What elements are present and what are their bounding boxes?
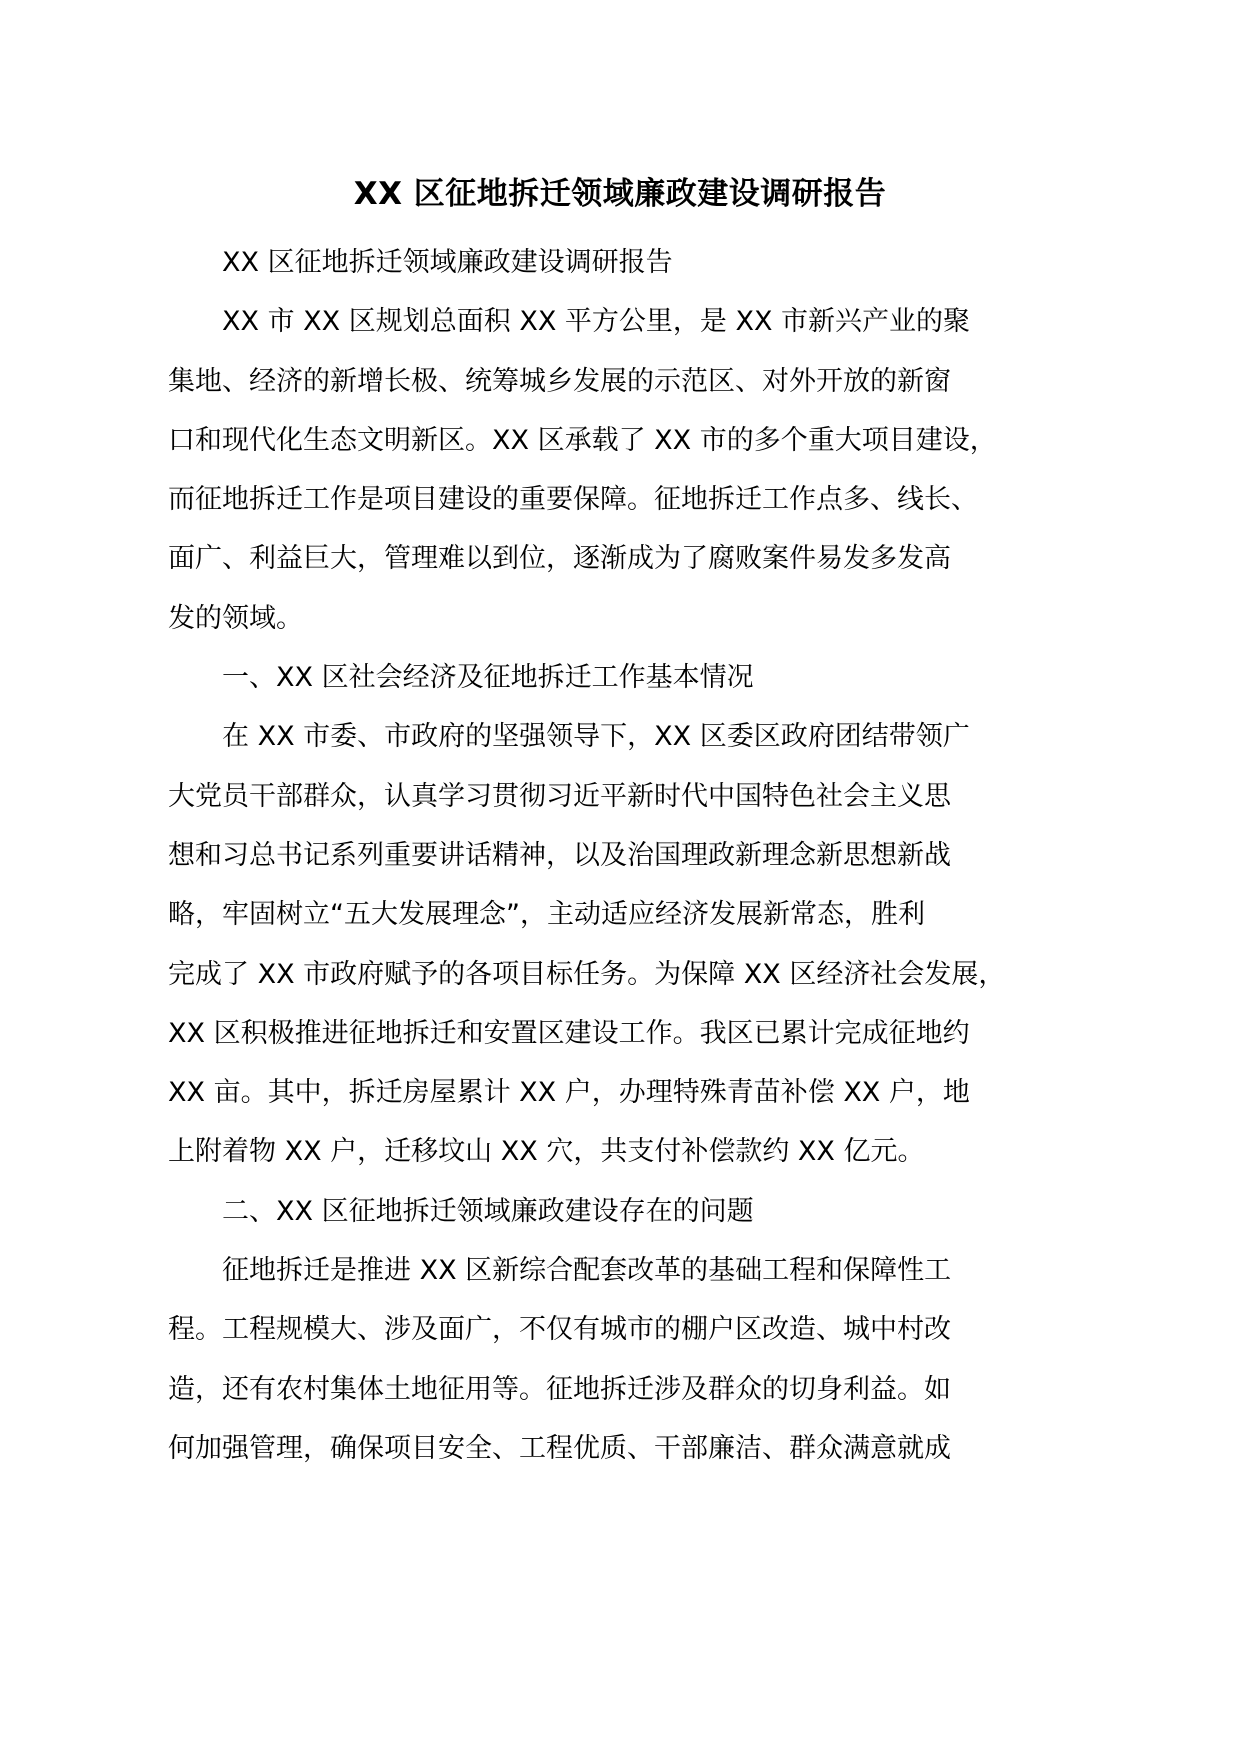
text-line: 程。工程规模大、涉及面广，不仅有城市的棚户区改造、城中村改 — [168, 1314, 951, 1346]
section-heading-2 — [168, 1182, 1078, 1241]
document-title: XX 区征地拆迁领域廉政建设调研报告 — [353, 176, 887, 212]
text-line: 在 XX 市委、市政府的坚强领导下，XX 区委区政府团结带领广 — [222, 721, 970, 753]
text-line: 征地拆迁是推进 XX 区新综合配套改革的基础工程和保障性工 — [222, 1255, 952, 1287]
subtitle-paragraph — [168, 233, 1078, 292]
text-line: 造，还有农村集体土地征用等。征地拆迁涉及群众的切身利益。如 — [168, 1373, 951, 1405]
text-line: 完成了 XX 市政府赋予的各项目标任务。为保障 XX 区经济社会发展， — [168, 958, 1006, 990]
text-line: 略，牢固树立“五大发展理念”，主动适应经济发展新常态，胜利 — [168, 899, 925, 931]
text-line: 大党员干部群众，认真学习贯彻习近平新时代中国特色社会主义思 — [168, 780, 951, 812]
text-line: 上附着物 XX 户，迁移坟山 XX 穴，共支付补偿款约 XX 亿元。 — [168, 1136, 925, 1168]
heading-line: 一、XX 区社会经济及征地拆迁工作基本情况 — [222, 662, 754, 694]
text-line: XX 区积极推进征地拆迁和安置区建设工作。我区已累计完成征地约 — [168, 1017, 970, 1049]
section-1-paragraph — [168, 707, 1078, 1181]
text-line: 面广、利益巨大，管理难以到位，逐渐成为了腐败案件易发多发高 — [168, 543, 951, 575]
text-line: 发的领域。 — [168, 602, 303, 634]
heading-line: 二、XX 区征地拆迁领域廉政建设存在的问题 — [222, 1195, 754, 1227]
section-heading-1 — [168, 648, 1078, 707]
text-line: XX 市 XX 区规划总面积 XX 平方公里，是 XX 市新兴产业的聚 — [222, 306, 971, 338]
text-line: 何加强管理，确保项目安全、工程优质、干部廉洁、群众满意就成 — [168, 1432, 951, 1464]
text-line: 想和习总书记系列重要讲话精神，以及治国理政新理念新思想新战 — [168, 839, 951, 871]
text-line: 而征地拆迁工作是项目建设的重要保障。征地拆迁工作点多、线长、 — [168, 484, 978, 516]
text-line: XX 亩。其中，拆迁房屋累计 XX 户，办理特殊青苗补偿 XX 户，地 — [168, 1077, 970, 1109]
text-line: 口和现代化生态文明新区。XX 区承载了 XX 市的多个重大项目建设， — [168, 424, 997, 456]
text-line: 集地、经济的新增长极、统筹城乡发展的示范区、对外开放的新窗 — [168, 365, 951, 397]
text-line: XX 区征地拆迁领域廉政建设调研报告 — [222, 247, 673, 278]
intro-paragraph — [168, 292, 1078, 648]
document-body — [168, 233, 1078, 1478]
section-2-paragraph — [168, 1241, 1078, 1478]
